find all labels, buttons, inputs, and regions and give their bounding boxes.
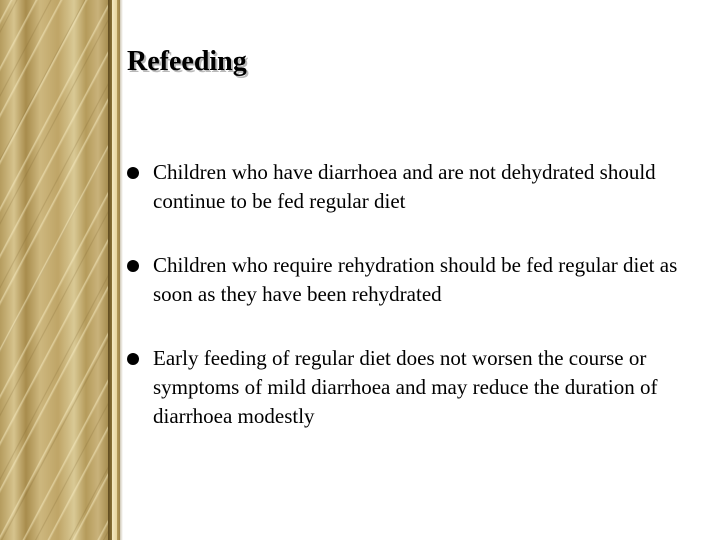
bullet-item (127, 251, 707, 309)
bullet-text: Children who require rehydration should be fed regular diet as soon as they have been rehydrated (153, 253, 678, 306)
filled-circle-bullet-icon (127, 167, 139, 179)
bullet-text: Early feeding of regular diet does not worsen the course or symptoms of mild diarrhoea and may reduce the duration of diarrhoea modestly (153, 346, 658, 428)
slide-title: Refeeding (127, 46, 247, 77)
filled-circle-bullet-icon (127, 353, 139, 365)
decorative-gold-band (0, 0, 108, 540)
bullet-item (127, 344, 707, 431)
bullet-text: Children who have diarrhoea and are not dehydrated should continue to be fed regular diet (153, 160, 656, 213)
bullet-item (127, 158, 707, 216)
decorative-band-shadow (120, 0, 123, 540)
bullet-list (127, 158, 707, 466)
filled-circle-bullet-icon (127, 260, 139, 272)
